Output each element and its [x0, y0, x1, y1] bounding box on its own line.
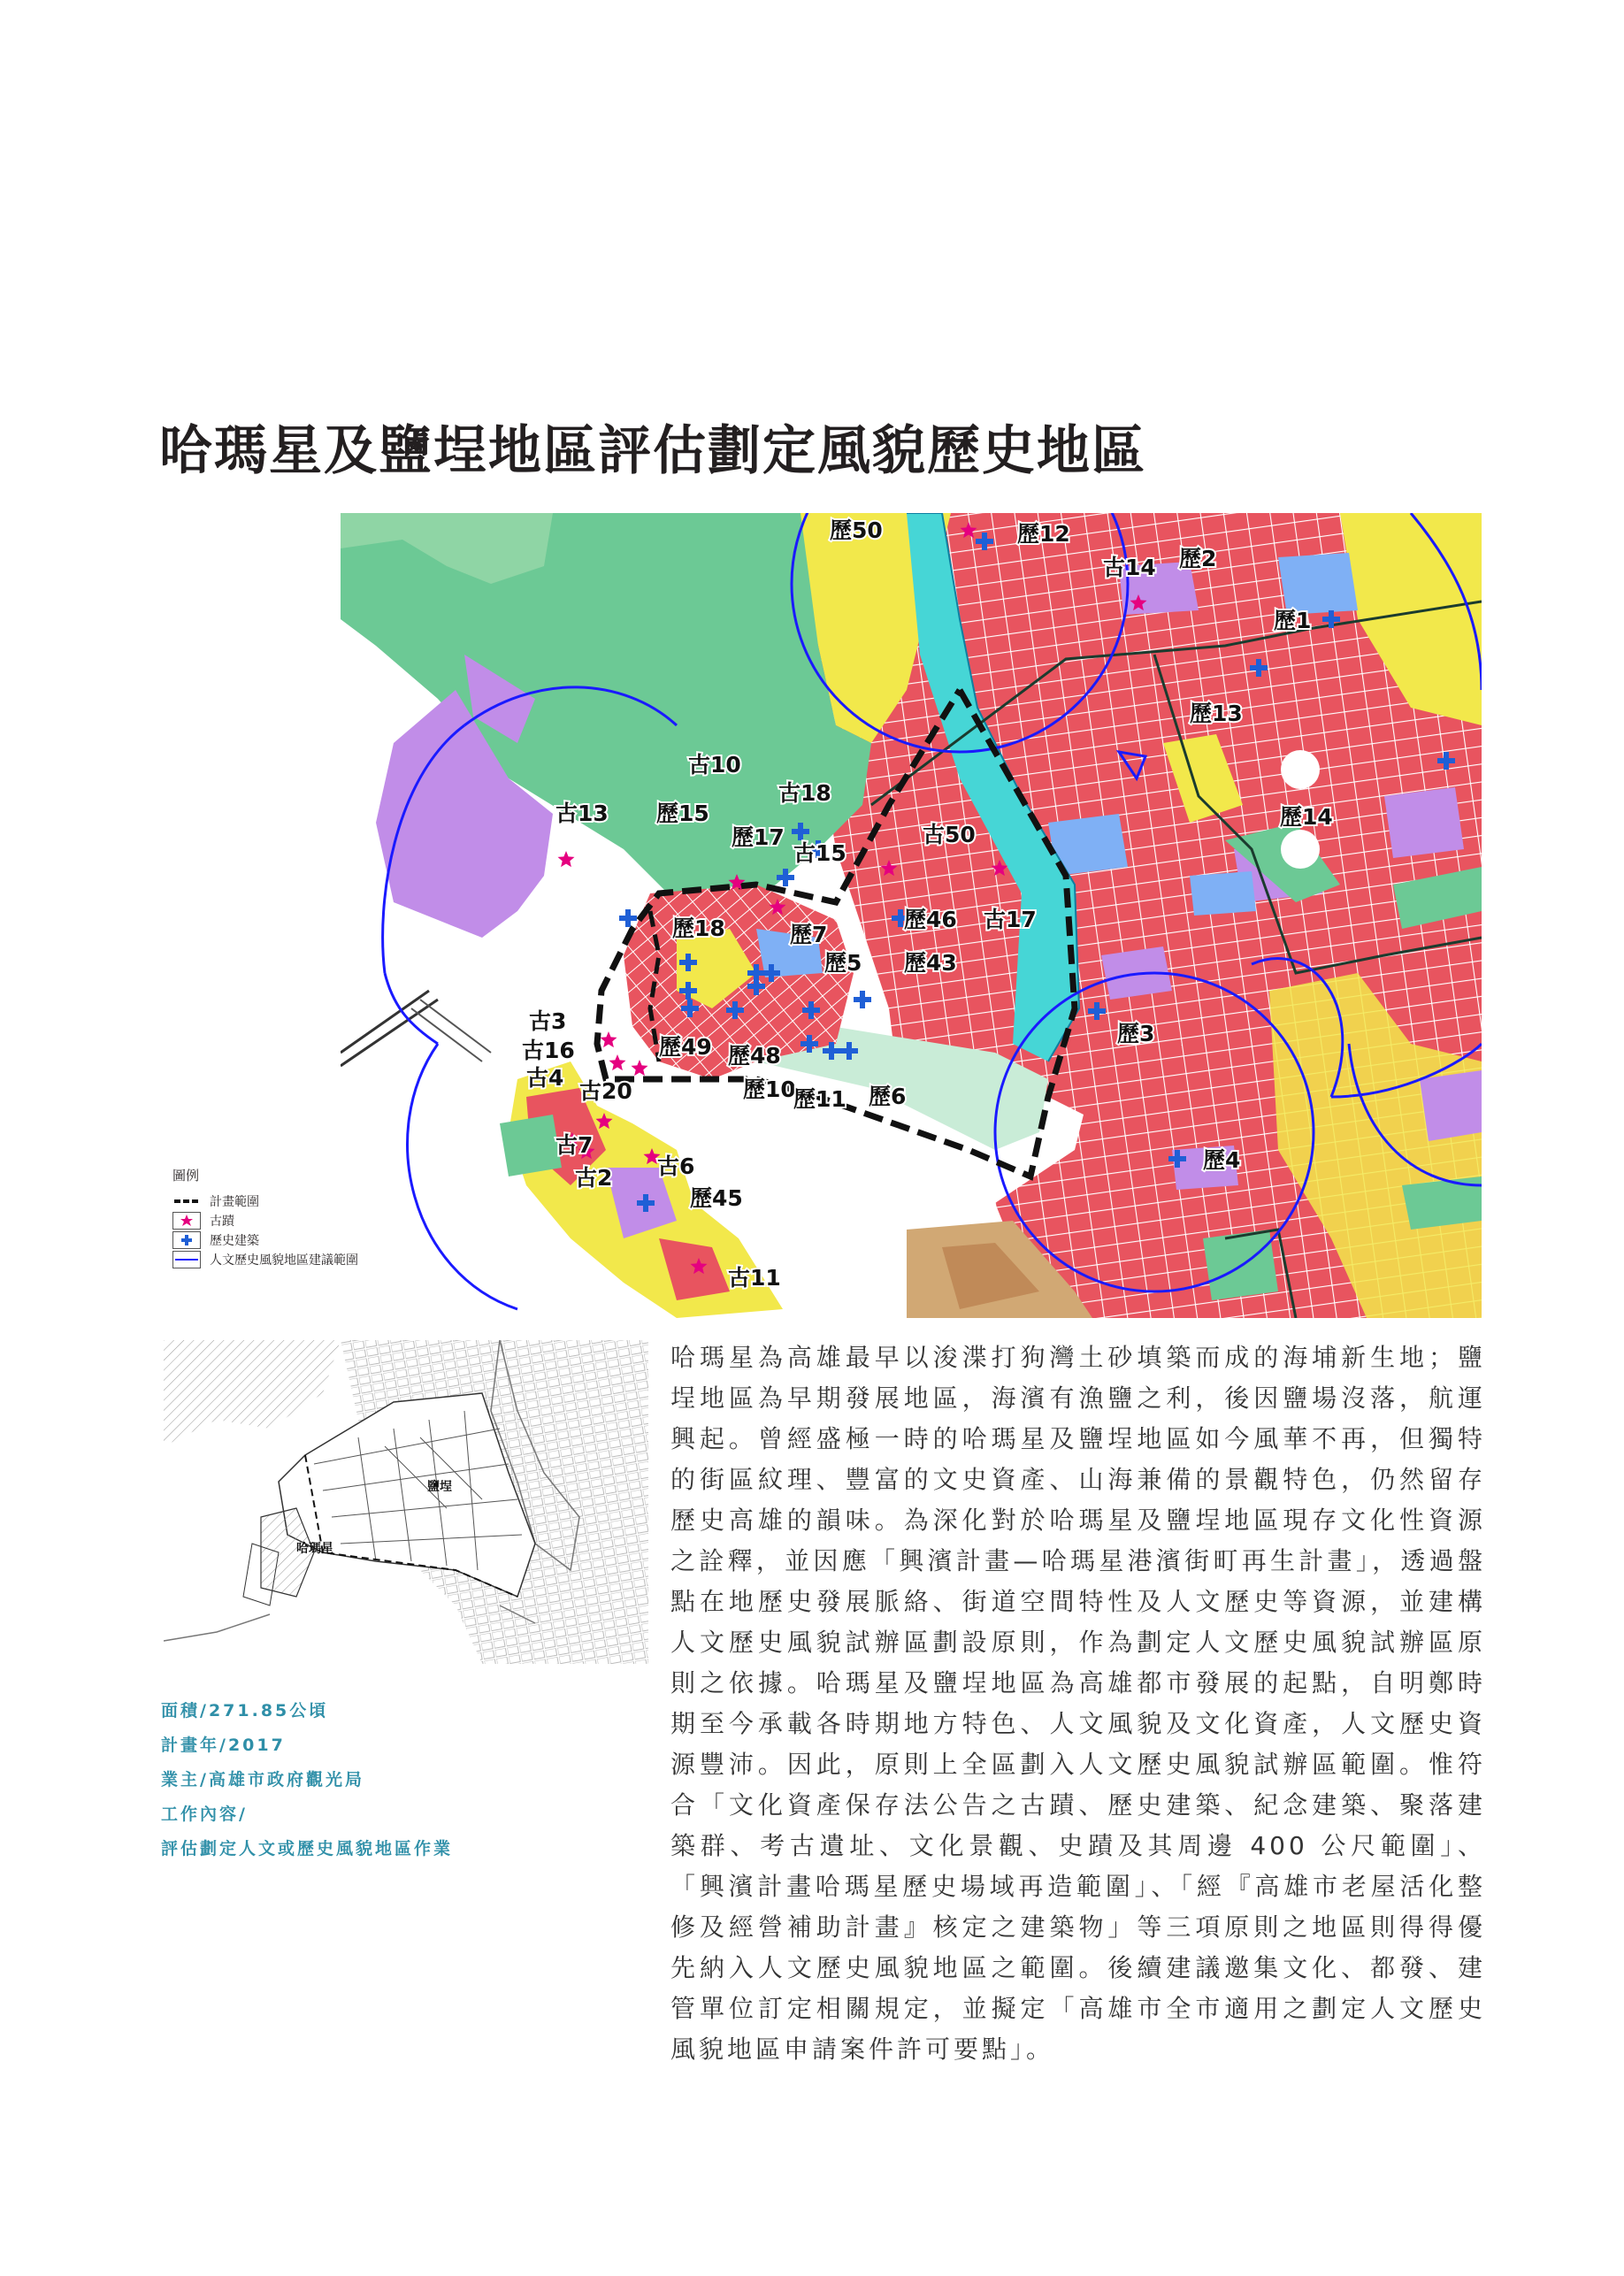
roundabout	[1281, 830, 1320, 869]
star-icon	[172, 1213, 201, 1229]
map-label: 古7	[555, 1132, 594, 1158]
public-facility-zone	[1278, 553, 1358, 615]
map-label: 古4	[526, 1065, 564, 1091]
info-year: 計畫年/2017	[161, 1736, 286, 1755]
map-label: 歷5	[824, 950, 862, 976]
info-work-value: 評估劃定人文或歷史風貌地區作業	[161, 1839, 454, 1858]
map-label: 歷4	[1203, 1147, 1241, 1173]
map-label: 歷48	[728, 1043, 781, 1069]
map-label: 古6	[657, 1153, 695, 1179]
inset-label-yancheng: 鹽埕	[427, 1480, 452, 1494]
map-label: 古2	[575, 1165, 613, 1191]
page-title: 哈瑪星及鹽埕地區評估劃定風貌歷史地區	[159, 420, 1146, 482]
description-paragraph: 哈瑪星為高雄最早以浚渫打狗灣土砂填築而成的海埔新生地；鹽埕地區為早期發展地區，海濱有漁鹽之利，後因鹽場沒落，航運興起。曾經盛極一時的哈瑪星及鹽埕地區如今風華不再，但獨特的街區紋理、豐富的文史資產、山海兼備的景觀特色，仍然留存歷史高雄的韻味。為深化對於哈瑪星及鹽埕地區現存文化性資源之詮釋，並因應「興濱計畫—哈瑪星港濱街町再生計畫」，透過盤點在地歷史發展脈絡、街道空間特性及人文歷史等資源，並建構人文歷史風貌試辦區劃設原則，作為劃定人文歷史風貌試辦區原則之依據。哈瑪星及鹽埕地區為高雄都市發展的起點，自明鄭時期至今承載各時期地方特色、人文風貌及文化資產，人文歷史資源豐沛。因此，原則上全區劃入人文歷史風貌試辦區範圍。惟符合「文化資產保存法公告之古蹟、歷史建築、紀念建築、聚落建築群、考古遺址、文化景觀、史蹟及其周邊 400 公尺範圍」、「興濱計畫哈瑪星歷史場域再造範圍」、「經『高雄市老屋活化整修及經營補助計畫』核定之建築物」等三項原則之地區則得得優先納入人文歷史風貌地區之範圍。後續建議邀集文化、都發、建管單位訂定相關規定，並擬定「高雄市全市適用之劃定人文歷史風貌地區申請案件許可要點」。	[670, 1343, 1486, 2064]
map-label: 古50	[923, 822, 976, 847]
legend-item-planning-boundary	[172, 1192, 402, 1211]
map-label: 歷10	[743, 1077, 796, 1102]
map-label: 古3	[529, 1008, 567, 1034]
info-work-label: 工作內容/	[161, 1805, 248, 1824]
map-label: 歷1	[1274, 608, 1312, 633]
cross-icon	[172, 1232, 201, 1248]
blue-line-icon	[172, 1252, 201, 1268]
map-label: 歷7	[790, 922, 828, 947]
info-owner: 業主/高雄市政府觀光局	[161, 1770, 364, 1789]
map-label: 歷14	[1280, 804, 1333, 830]
map-label: 古20	[579, 1078, 632, 1104]
map-label: 歷46	[904, 907, 957, 932]
map-label: 古18	[778, 780, 831, 806]
map-label: 歷18	[672, 916, 725, 941]
legend-title: 圖例	[172, 1168, 200, 1184]
project-info	[161, 1694, 453, 1866]
roundabout	[1281, 750, 1320, 789]
map-label: 古16	[522, 1038, 575, 1063]
map-label: 古14	[1103, 555, 1156, 580]
land-use-map	[341, 513, 1482, 1318]
inset-location-map	[164, 1340, 648, 1664]
map-legend	[172, 1166, 402, 1269]
map-label: 古10	[688, 752, 741, 778]
institutional-zone	[1420, 1070, 1482, 1141]
map-label: 歷45	[690, 1185, 743, 1211]
legend-item-historic-building	[172, 1230, 402, 1250]
legend-label: 人文歷史風貌地區建議範圍	[210, 1253, 358, 1268]
map-label: 古13	[555, 801, 609, 826]
map-label: 歷13	[1190, 701, 1243, 726]
map-label: 歷15	[656, 801, 709, 826]
map-label: 歷6	[869, 1084, 907, 1109]
map-label: 歷49	[659, 1034, 712, 1060]
map-label: 歷12	[1017, 521, 1070, 547]
map-label: 古15	[793, 840, 846, 866]
public-facility-zone	[1190, 871, 1256, 916]
map-label: 古17	[984, 907, 1037, 932]
legend-label: 歷史建築	[210, 1234, 259, 1248]
legend-label: 古蹟	[210, 1215, 234, 1229]
map-label: 歷3	[1117, 1021, 1155, 1046]
dashed-line-icon	[172, 1193, 201, 1209]
map-label: 歷11	[793, 1086, 846, 1112]
map-label: 古11	[728, 1265, 781, 1291]
legend-label: 計畫範圍	[210, 1195, 259, 1209]
info-area: 面積/271.85公頃	[161, 1701, 329, 1720]
legend-item-monument	[172, 1211, 402, 1230]
map-label: 歷2	[1179, 546, 1217, 571]
legend-item-heritage-area	[172, 1250, 402, 1269]
map-label: 歷50	[830, 517, 883, 543]
map-label: 歷17	[732, 824, 785, 850]
institutional-zone	[1384, 787, 1464, 858]
map-label: 歷43	[904, 950, 957, 976]
inset-label-hamasen: 哈瑪星	[296, 1542, 333, 1556]
